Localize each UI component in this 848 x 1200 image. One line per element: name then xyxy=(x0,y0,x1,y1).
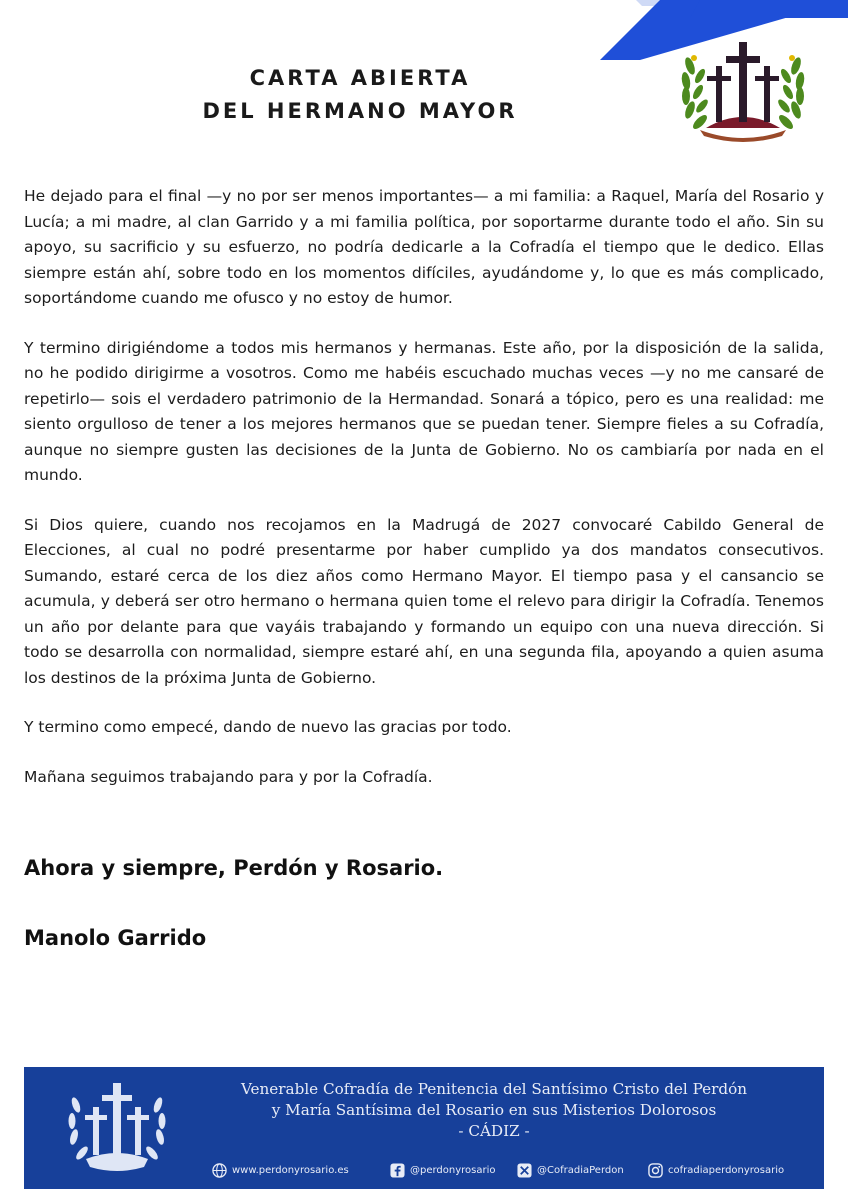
instagram-icon xyxy=(648,1163,663,1178)
paragraph-brothers: Y termino dirigiéndome a todos mis hermanos y hermanas. Este año, por la disposición de la salida, no he podido dirigirme a vosotros. Como me habéis escuchado muchas veces —y no me cansaré de repetirlo— sois el verdadero patrimonio de la Hermandad. Sonará a tópico, pero es una realidad: me siento orgulloso de tener a los mejores hermanos que se puedan tener. Siempre fieles a su Cofradía, aunque no siempre gusten las decisiones de la Junta de Gobierno. No os cambiaría por nada en el mundo. xyxy=(24,338,824,484)
footer-social-links xyxy=(212,1163,812,1183)
social-website-label: www.perdonyrosario.es xyxy=(232,1165,349,1176)
footer-line-3: - CÁDIZ - xyxy=(458,1122,530,1140)
social-facebook[interactable] xyxy=(390,1163,496,1178)
facebook-icon xyxy=(390,1163,405,1178)
brotherhood-emblem-logo xyxy=(676,36,810,144)
footer-banner xyxy=(24,1067,824,1189)
globe-icon xyxy=(212,1163,227,1178)
paragraph-closing: Mañana seguimos trabajando para y por la Cofradía. xyxy=(24,767,433,786)
social-instagram-label: cofradiaperdonyrosario xyxy=(668,1165,785,1176)
signature-name: Manolo Garrido xyxy=(24,926,207,950)
page-title xyxy=(120,62,600,128)
letter-body xyxy=(24,184,824,814)
motto: Ahora y siempre, Perdón y Rosario. xyxy=(24,856,444,880)
social-x[interactable] xyxy=(517,1163,624,1178)
social-website[interactable] xyxy=(212,1163,349,1178)
title-line-1: CARTA ABIERTA xyxy=(249,66,471,90)
footer-brotherhood-name xyxy=(194,1079,794,1142)
social-facebook-label: @perdonyrosario xyxy=(410,1165,496,1176)
paragraph-family: He dejado para el final —y no por ser menos importantes— a mi familia: a Raquel, María del Rosario y Lucía; a mi madre, al clan Garrido y a mi familia política, por soportarme durante todo el año. Sin su apoyo, su sacrificio y su esfuerzo, no podría dedicarle a la Cofradía el tiempo que le dedico. Ellas siempre están ahí, sobre todo en los momentos difíciles, ayudándome y, lo que es más complicado, soportándome cuando me ofusco y no estoy de humor. xyxy=(24,187,824,307)
social-instagram[interactable] xyxy=(648,1163,784,1178)
social-x-label: @CofradiaPerdon xyxy=(537,1165,624,1176)
footer-line-1: Venerable Cofradía de Penitencia del Santísimo Cristo del Perdón xyxy=(240,1080,748,1098)
paragraph-thanks: Y termino como empecé, dando de nuevo las gracias por todo. xyxy=(24,718,512,736)
paragraph-elections: Si Dios quiere, cuando nos recojamos en la Madrugá de 2027 convocaré Cabildo General de Elecciones, al cual no podré presentarme por haber cumplido ya dos mandatos consecutivos. Sumando, estaré cerca de los diez años como Hermano Mayor. El tiempo pasa y el cansancio se acumula, y deberá ser otro hermano o hermana quien tome el relevo para dirigir la Cofradía. Tenemos un año por delante para que vayáis trabajando y formando un equipo con una nueva dirección. Si todo se desarrolla con normalidad, siempre estaré ahí, en una segunda fila, apoyando a quien asuma los destinos de la próxima Junta de Gobierno. xyxy=(24,515,824,687)
title-line-2: DEL HERMANO MAYOR xyxy=(202,99,518,123)
footer-line-2: y María Santísima del Rosario en sus Misterios Dolorosos xyxy=(271,1101,717,1119)
footer-emblem-icon xyxy=(62,1075,172,1183)
x-icon xyxy=(517,1163,532,1178)
